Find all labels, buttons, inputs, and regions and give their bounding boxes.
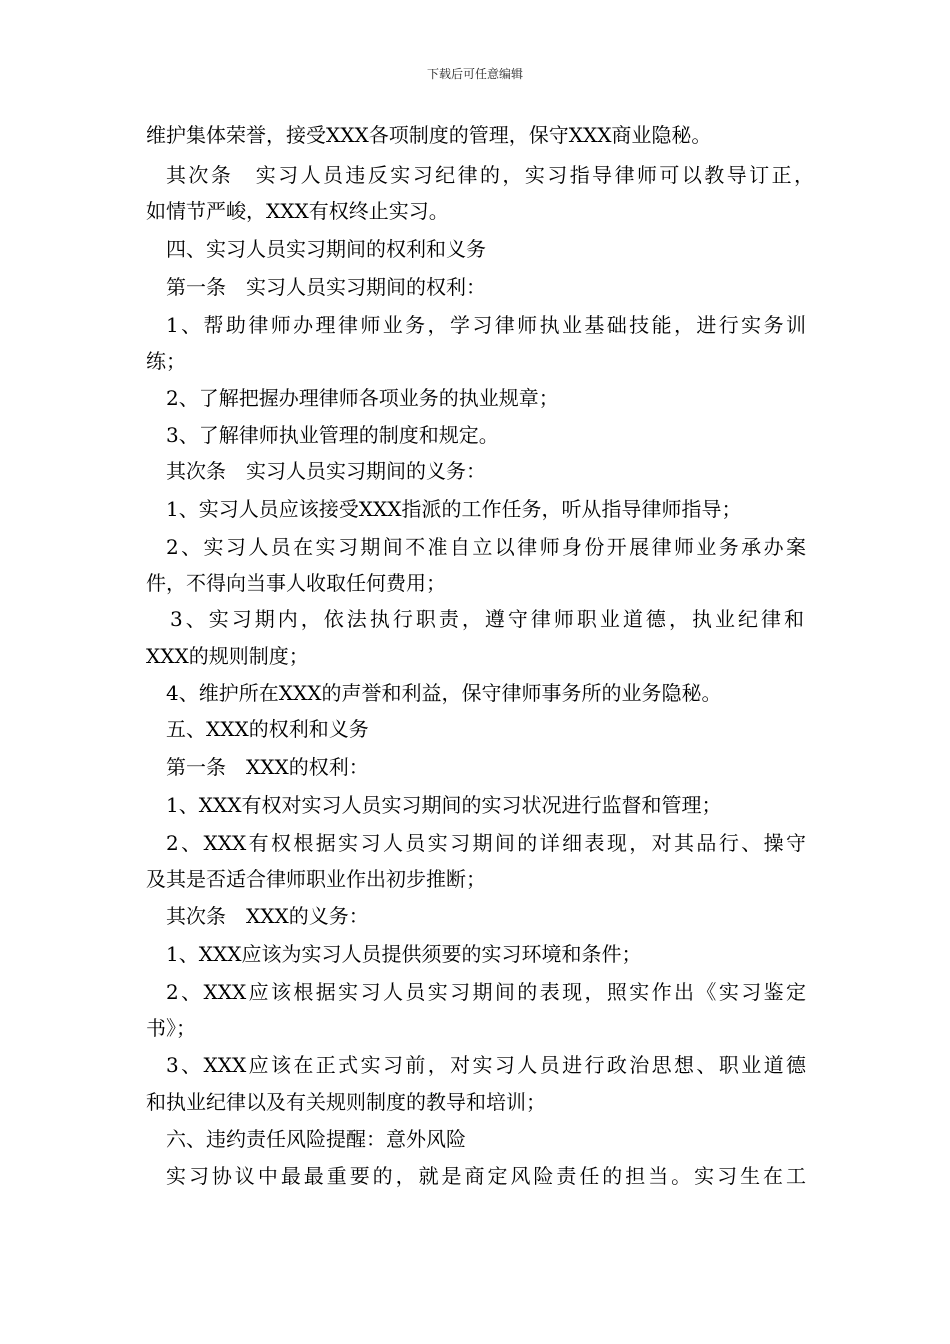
text-line: 实习协议中最最重要的，就是商定风险责任的担当。实习生在工	[166, 1164, 806, 1188]
text-line: 其次条 实习人员实习期间的义务：	[166, 459, 486, 483]
text-line: 练；	[146, 349, 186, 373]
text-line: 第一条 XXX的权利：	[166, 755, 369, 779]
text-line: 3、实习期内，依法执行职责，遵守律师职业道德，执业纪律和	[170, 607, 804, 631]
page-header: 下载后可任意编辑	[426, 67, 523, 81]
text-line: 2、XXX应该根据实习人员实习期间的表现，照实作出《实习鉴定	[166, 980, 806, 1004]
text-line: 1、XXX应该为实习人员提供须要的实习环境和条件；	[166, 942, 642, 966]
text-line: 3、XXX应该在正式实习前，对实习人员进行政治思想、职业道德	[166, 1053, 806, 1077]
text-line: 其次条 实习人员违反实习纪律的，实习指导律师可以教导订正，	[166, 163, 814, 187]
text-line: 1、实习人员应该接受XXX指派的工作任务，听从指导律师指导；	[166, 497, 742, 521]
text-line: 如情节严峻，XXX有权终止实习。	[146, 199, 449, 223]
section-heading: 五、XXX的权利和义务	[166, 717, 369, 741]
section-heading: 四、实习人员实习期间的权利和义务	[166, 237, 486, 261]
text-line: 维护集体荣誉，接受XXX各项制度的管理，保守XXX商业隐秘。	[146, 123, 712, 147]
text-line: XXX的规则制度；	[146, 644, 309, 668]
text-line: 书》；	[146, 1016, 196, 1040]
text-line: 1、XXX有权对实习人员实习期间的实习状况进行监督和管理；	[166, 793, 722, 817]
text-line: 2、了解把握办理律师各项业务的执业规章；	[166, 386, 559, 410]
text-line: 和执业纪律以及有关规则制度的教导和培训；	[146, 1090, 546, 1114]
text-line: 2、XXX有权根据实习人员实习期间的详细表现，对其品行、操守	[166, 831, 806, 855]
section-heading: 六、违约责任风险提醒：意外风险	[166, 1127, 466, 1151]
text-line: 第一条 实习人员实习期间的权利：	[166, 275, 486, 299]
text-line: 及其是否适合律师职业作出初步推断；	[146, 867, 486, 891]
text-line: 3、了解律师执业管理的制度和规定。	[166, 423, 499, 447]
text-line: 1、帮助律师办理律师业务，学习律师执业基础技能，进行实务训	[166, 313, 806, 337]
text-line: 2、实习人员在实习期间不准自立以律师身份开展律师业务承办案	[166, 535, 806, 559]
text-line: 件，不得向当事人收取任何费用；	[146, 571, 446, 595]
text-line: 4、维护所在XXX的声誉和利益，保守律师事务所的业务隐秘。	[166, 681, 722, 705]
text-line: 其次条 XXX的义务：	[166, 904, 369, 928]
